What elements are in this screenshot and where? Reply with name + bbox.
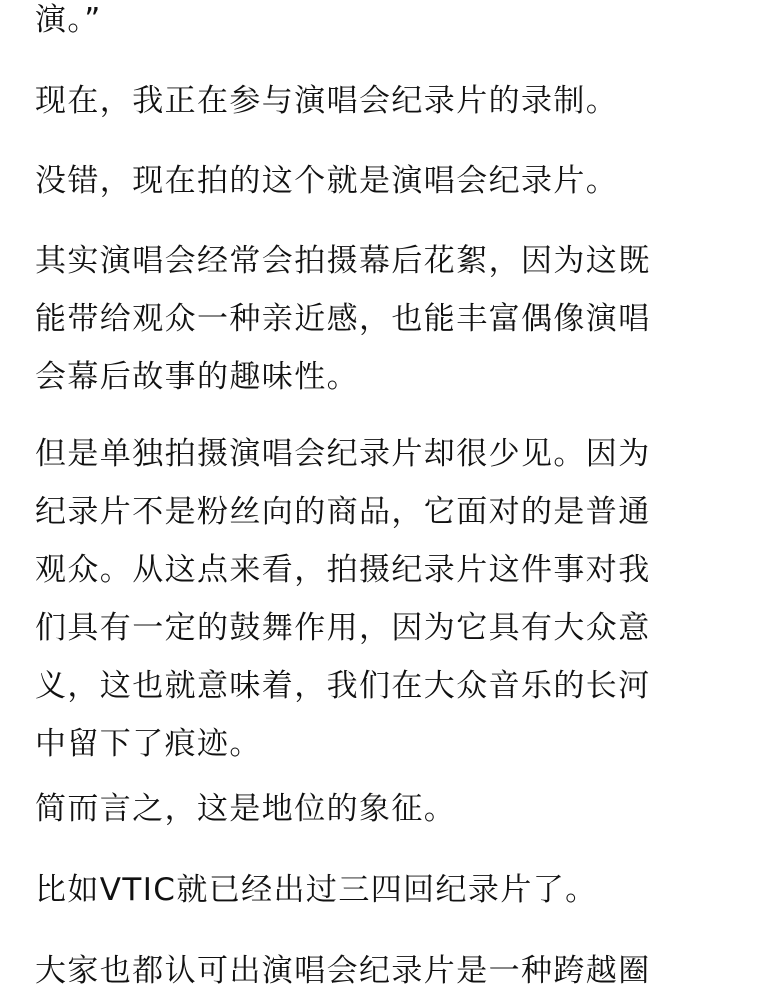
- paragraph-2: [35, 72, 735, 130]
- text-line: 其实演唱会经常会拍摄幕后花絮，因为这既: [35, 243, 651, 279]
- text-line: 但是单独拍摄演唱会纪录片却很少见。因为: [35, 436, 651, 472]
- text-line: 观众。从这点来看，拍摄纪录片这件事对我: [35, 552, 651, 588]
- paragraph-4: [35, 232, 735, 406]
- paragraph-3: [35, 152, 735, 210]
- text-line: 会幕后故事的趣味性。: [35, 359, 359, 395]
- text-line: 演。”: [35, 2, 102, 38]
- text-line: 能带给观众一种亲近感，也能丰富偶像演唱: [35, 301, 651, 337]
- text-line: 比如VTIC就已经出过三四回纪录片了。: [35, 872, 598, 908]
- text-line: 没错，现在拍的这个就是演唱会纪录片。: [35, 163, 619, 199]
- paragraph-7: [35, 861, 735, 919]
- text-line: 大家也都认可出演唱会纪录片是一种跨越圈: [35, 953, 651, 989]
- text-line: 简而言之，这是地位的象征。: [35, 791, 457, 827]
- text-line: 们具有一定的鼓舞作用，因为它具有大众意: [35, 610, 651, 646]
- paragraph-6: [35, 780, 735, 838]
- text-line: 中留下了痕迹。: [35, 726, 262, 762]
- text-line: 义，这也就意味着，我们在大众音乐的长河: [35, 668, 651, 704]
- paragraph-1: [35, 0, 735, 49]
- paragraph-5: [35, 425, 735, 773]
- paragraph-8: [35, 942, 735, 994]
- text-line: 现在，我正在参与演唱会纪录片的录制。: [35, 83, 619, 119]
- text-line: 纪录片不是粉丝向的商品，它面对的是普通: [35, 494, 651, 530]
